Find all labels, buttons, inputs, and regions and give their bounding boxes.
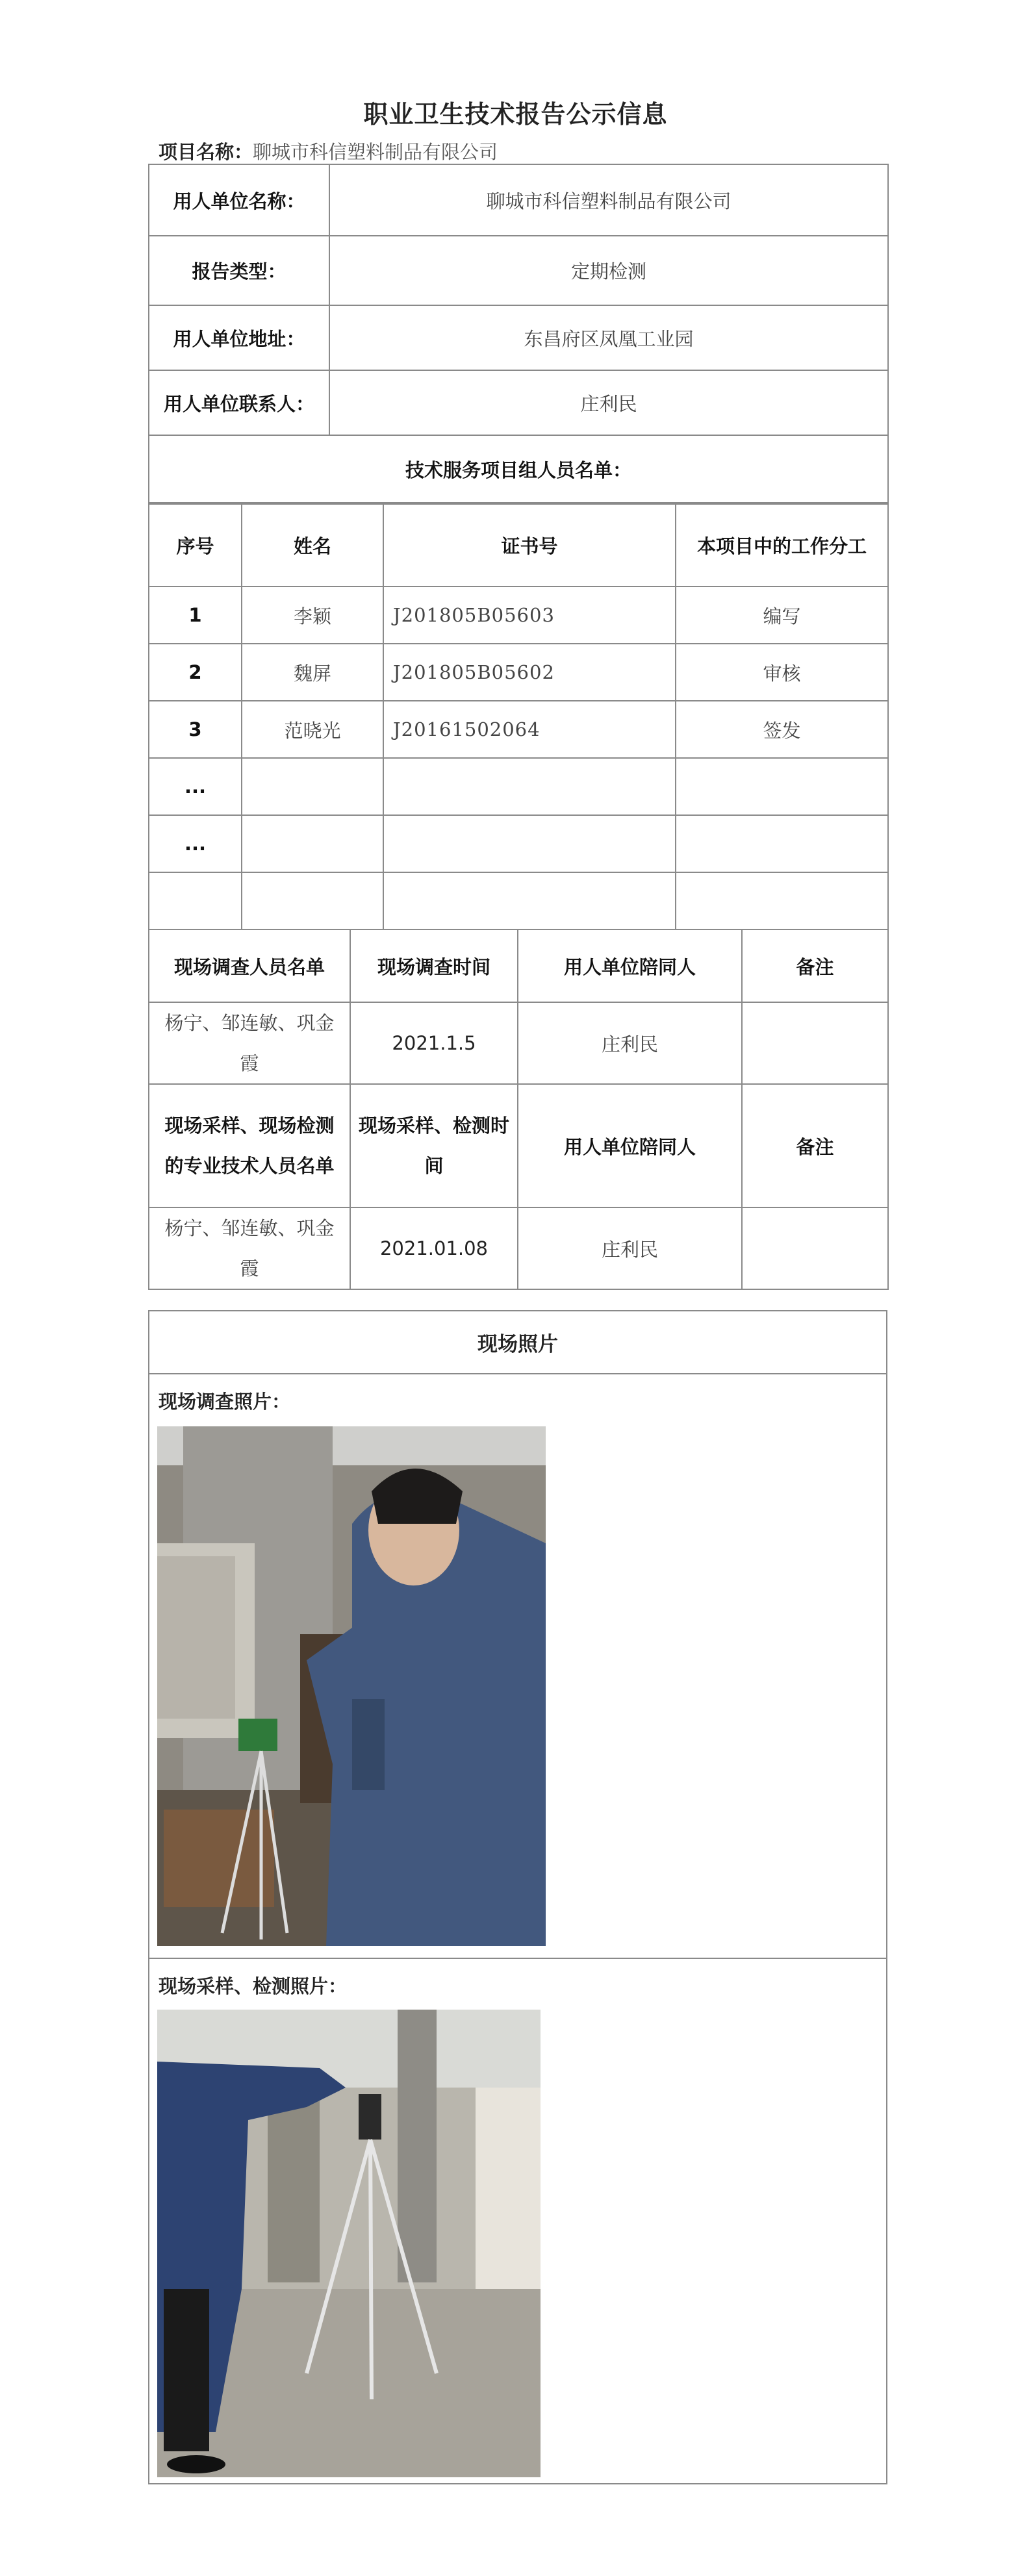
row-no: ... xyxy=(149,758,242,815)
table-row xyxy=(149,758,888,815)
survey-header: 备注 xyxy=(742,929,888,1002)
survey-header: 现场调查人员名单 xyxy=(149,929,350,1002)
team-header: 证书号 xyxy=(383,504,676,587)
row-cert: J201805B05602 xyxy=(383,644,676,701)
sampling-note xyxy=(742,1207,888,1289)
survey-header: 现场调查时间 xyxy=(350,929,518,1002)
row-cert: J201805B05603 xyxy=(383,587,676,644)
info-table xyxy=(148,164,889,503)
row-no: ... xyxy=(149,815,242,872)
project-label: 项目名称： xyxy=(159,141,253,163)
project-line xyxy=(159,138,498,164)
row-name xyxy=(242,815,383,872)
info-value: 聊城市科信塑料制品有限公司 xyxy=(329,164,888,236)
row-role xyxy=(676,758,888,815)
survey-header: 用人单位陪同人 xyxy=(518,929,742,1002)
row-role xyxy=(676,872,888,929)
sampling-time: 2021.01.08 xyxy=(350,1207,518,1289)
row-cert xyxy=(383,815,676,872)
table-row xyxy=(149,644,888,701)
table-row xyxy=(149,701,888,758)
info-label: 报告类型： xyxy=(149,236,329,305)
team-header: 姓名 xyxy=(242,504,383,587)
row-role: 签发 xyxy=(676,701,888,758)
sampling-header: 备注 xyxy=(742,1084,888,1207)
sampling-escort: 庄利民 xyxy=(518,1207,742,1289)
survey-escort: 庄利民 xyxy=(518,1002,742,1084)
team-header: 序号 xyxy=(149,504,242,587)
table-row xyxy=(149,587,888,644)
sampling-names: 杨宁、邹连敏、巩金霞 xyxy=(149,1207,350,1289)
info-label: 用人单位名称： xyxy=(149,164,329,236)
table-row xyxy=(149,1207,888,1289)
row-no: 2 xyxy=(149,644,242,701)
photos-section xyxy=(148,1310,887,2484)
row-name xyxy=(242,758,383,815)
sampling-photo-label: 现场采样、检测照片： xyxy=(159,1975,348,1997)
team-table xyxy=(148,503,889,930)
info-value: 庄利民 xyxy=(329,370,888,435)
row-cert xyxy=(383,758,676,815)
survey-photo-label: 现场调查照片： xyxy=(159,1391,291,1413)
survey-photo-section xyxy=(149,1374,886,1959)
row-name xyxy=(242,872,383,929)
row-no: 3 xyxy=(149,701,242,758)
info-value: 定期检测 xyxy=(329,236,888,305)
survey-photo xyxy=(157,1426,546,1946)
sampling-header: 用人单位陪同人 xyxy=(518,1084,742,1207)
info-label: 用人单位地址： xyxy=(149,305,329,370)
table-row xyxy=(149,815,888,872)
row-cert xyxy=(383,872,676,929)
photos-title: 现场照片 xyxy=(149,1311,886,1374)
row-name: 魏屏 xyxy=(242,644,383,701)
sampling-header: 现场采样、现场检测的专业技术人员名单 xyxy=(149,1084,350,1207)
page-title: 职业卫生技术报告公示信息 xyxy=(363,100,668,129)
row-name: 范晓光 xyxy=(242,701,383,758)
survey-time: 2021.1.5 xyxy=(350,1002,518,1084)
row-name: 李颖 xyxy=(242,587,383,644)
project-name: 聊城市科信塑料制品有限公司 xyxy=(253,141,498,163)
row-no: 1 xyxy=(149,587,242,644)
row-no xyxy=(149,872,242,929)
info-label: 用人单位联系人： xyxy=(149,370,329,435)
row-cert: J20161502064 xyxy=(383,701,676,758)
row-role: 审核 xyxy=(676,644,888,701)
survey-names: 杨宁、邹连敏、巩金霞 xyxy=(149,1002,350,1084)
survey-note xyxy=(742,1002,888,1084)
table-row xyxy=(149,1002,888,1084)
sampling-header: 现场采样、检测时间 xyxy=(350,1084,518,1207)
team-header: 本项目中的工作分工 xyxy=(676,504,888,587)
info-value: 东昌府区凤凰工业园 xyxy=(329,305,888,370)
row-role: 编写 xyxy=(676,587,888,644)
sampling-photo xyxy=(157,2010,541,2477)
team-title: 技术服务项目组人员名单： xyxy=(149,435,888,503)
table-row xyxy=(149,872,888,929)
survey-table xyxy=(148,929,889,1290)
row-role xyxy=(676,815,888,872)
